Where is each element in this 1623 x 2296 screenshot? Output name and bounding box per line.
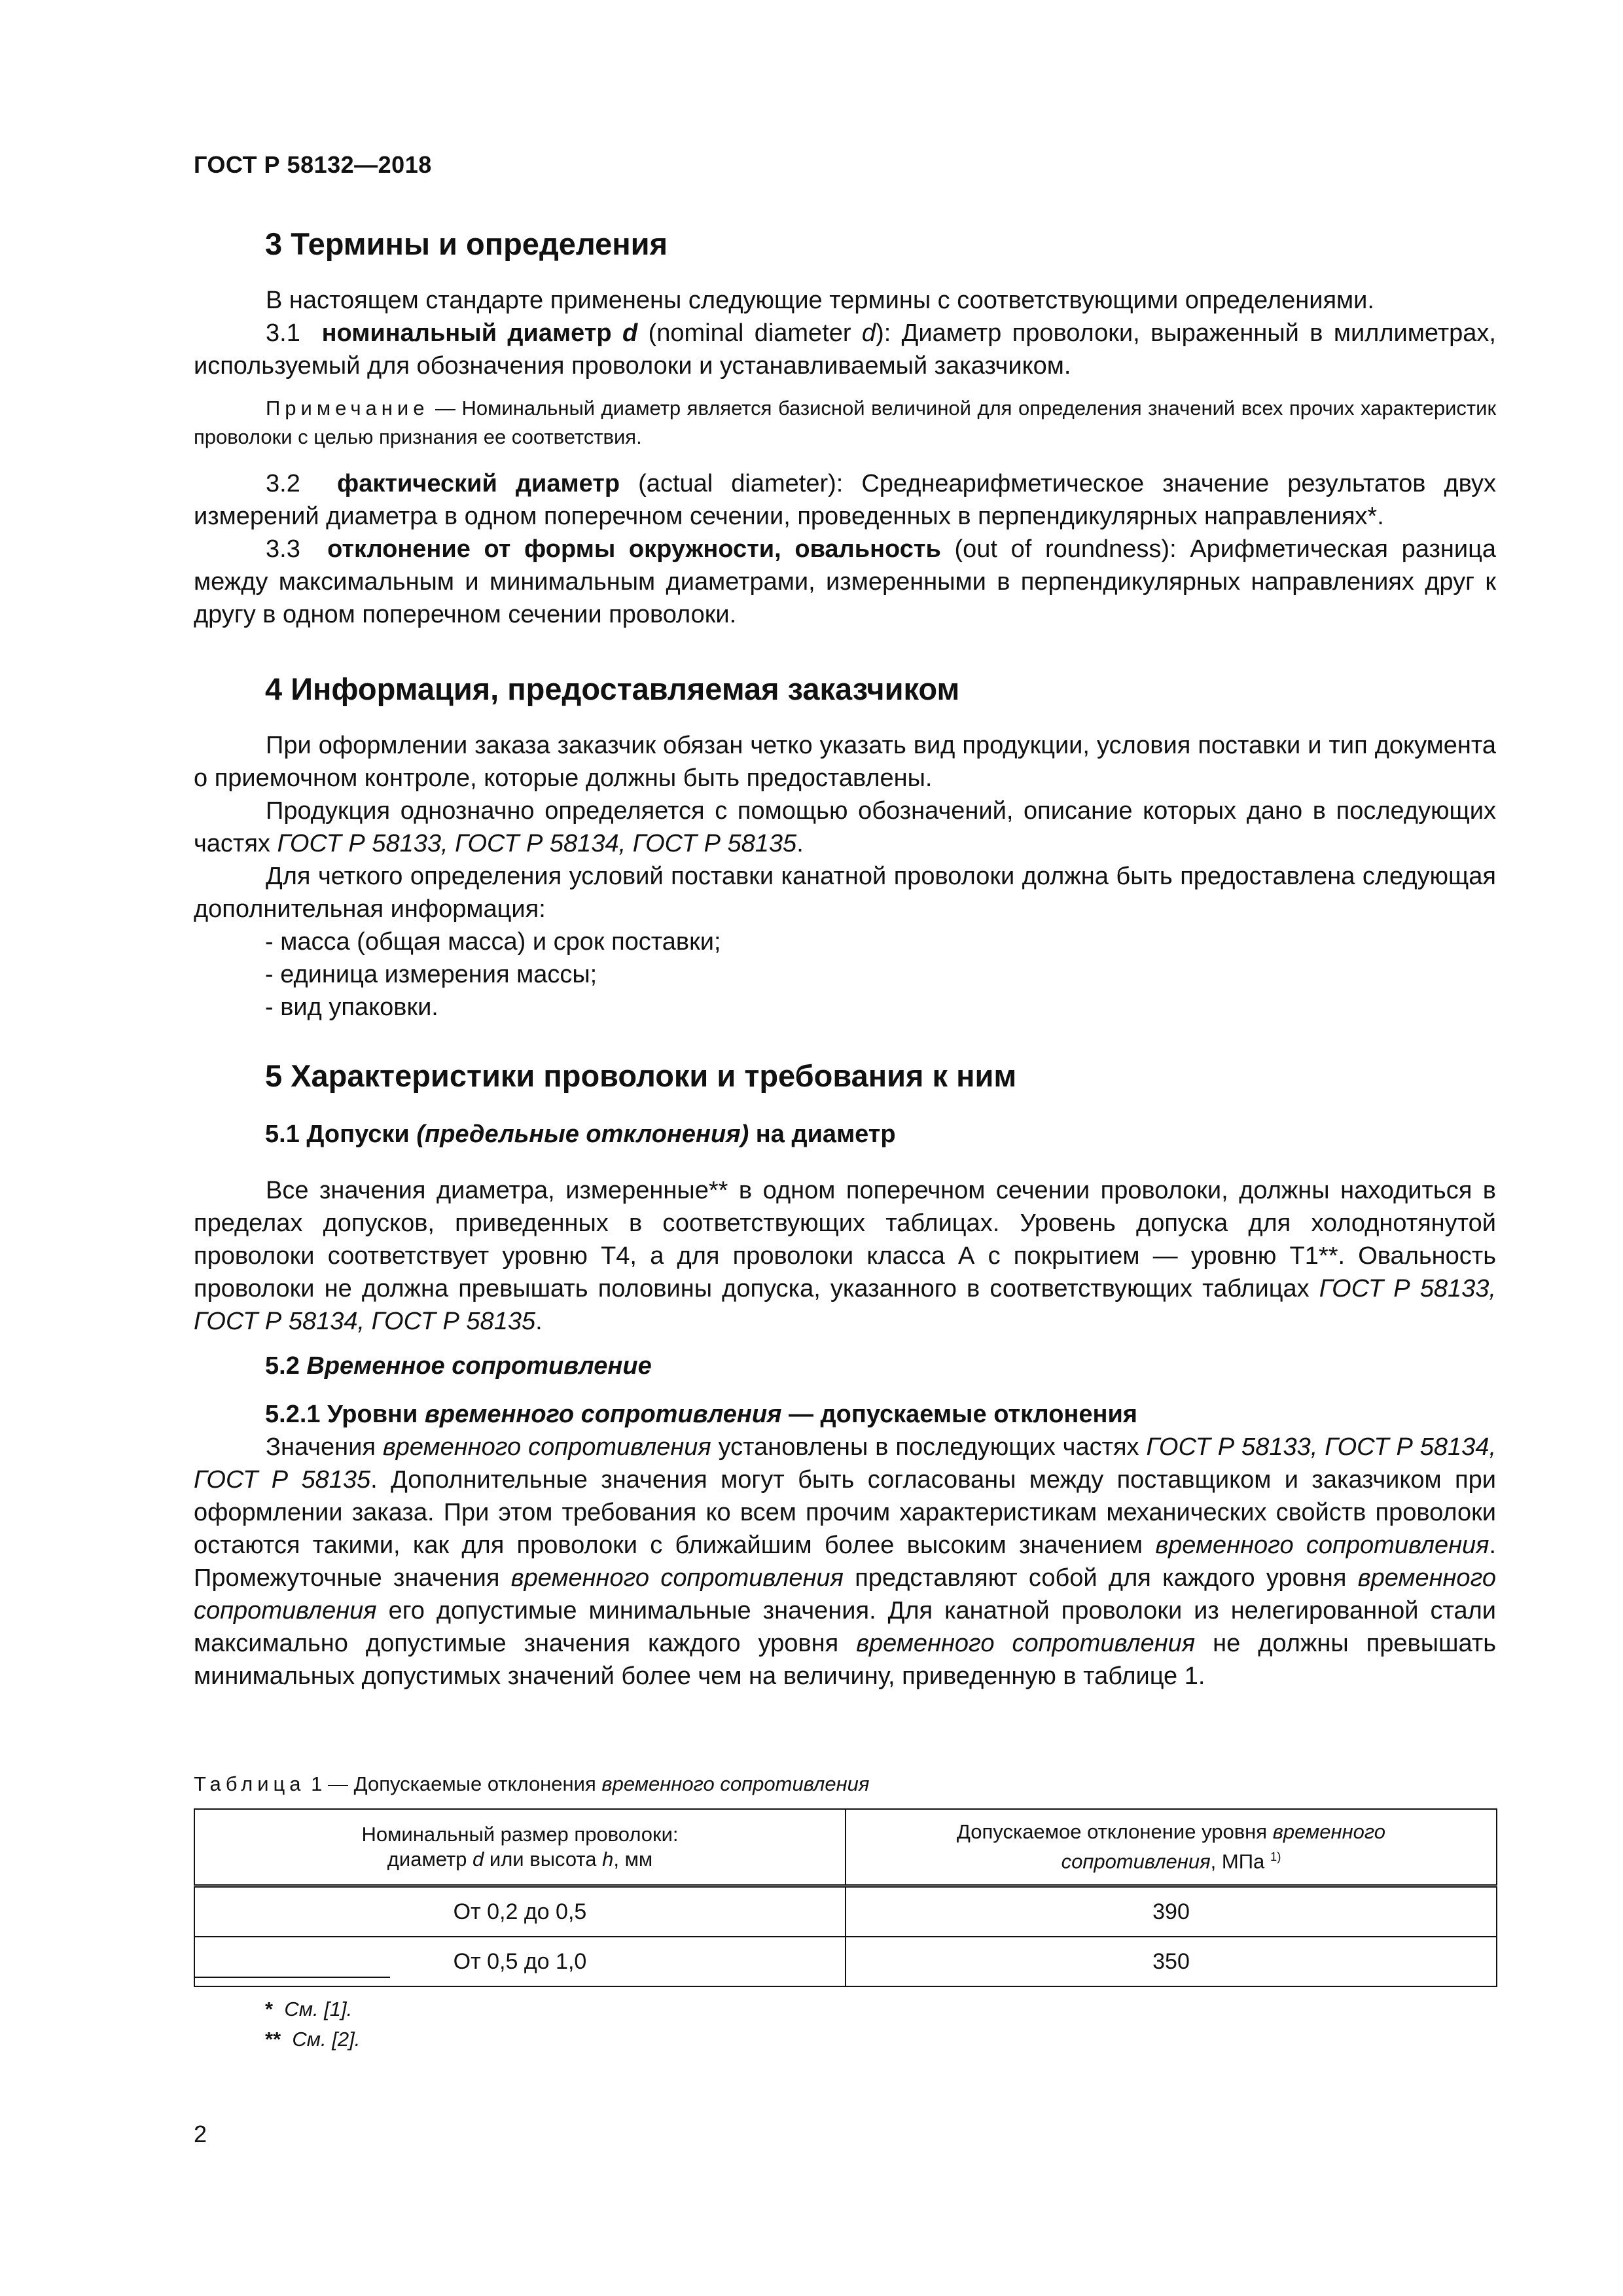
footnote-1-text: См. [1]. xyxy=(284,1998,353,2020)
section-3-title: 3 Термины и определения xyxy=(265,226,668,261)
footnote-1 xyxy=(265,1998,352,2021)
text-run-italic: временного сопротивления xyxy=(194,1564,1497,1624)
subsection-5-2-title xyxy=(265,1352,652,1380)
subsection-5-2-1-text xyxy=(194,1431,1496,1693)
subsection-5-1-refs: ГОСТ Р 58133, ГОСТ Р 58134, ГОСТ Р 58135 xyxy=(194,1275,1496,1335)
table-cell-size: От 0,2 до 0,5 xyxy=(194,1886,846,1937)
note-3-1 xyxy=(194,394,1496,452)
subsection-5-1-body: Все значения диаметра, измеренные** в одном поперечном сечении проволоки, должны находиться в пределах допусков, приведенных в соответствующих таблицах. Уровень допуска для холоднотянутой проволоки соответствует уровню Т4, а для проволоки класса А с покрытием — уровню Т1**. Овальность проволоки не должна превышать половины допуска, указанного в соответствующих таблицах xyxy=(194,1177,1496,1302)
subsection-5-2-1-title-a: 5.2.1 Уровни xyxy=(265,1401,425,1428)
term-3-2-definition: (actual diameter): Среднеарифметическое значение результатов двух измерений диаметра в одном поперечном сечении, проведенных в перпендикулярных направлениях*. xyxy=(194,470,1496,530)
term-3-2-number: 3.2 xyxy=(266,470,300,497)
subsection-5-1-title-b: (предельные отклонения) xyxy=(416,1121,749,1148)
text-run-italic: временного сопротивления xyxy=(382,1433,711,1461)
footnote-2 xyxy=(265,2028,360,2051)
section-3-intro: В настоящем стандарте применены следующие термины с соответствующими определениями. xyxy=(266,287,1374,314)
subsection-5-2-1-title-b: временного сопротивления xyxy=(424,1401,782,1428)
table-row xyxy=(194,1886,1497,1937)
term-3-3-term: отклонение от формы окружности, овальность xyxy=(327,535,941,563)
text-run: установлены в последующих частях xyxy=(711,1433,1147,1461)
section-4-para-3: Для четкого определения условий поставки канатной проволоки должна быть предоставлена следующая дополнительная информация: xyxy=(194,863,1496,923)
text-run-italic: ГОСТ Р 58133, ГОСТ Р 58134, ГОСТ Р 58135 xyxy=(194,1433,1497,1494)
footnote-2-text: См. [2]. xyxy=(292,2028,361,2051)
term-3-1-english: (nominal diameter xyxy=(637,319,862,347)
term-3-3-number: 3.3 xyxy=(266,535,300,563)
table-header-text: диаметр xyxy=(387,1848,473,1871)
subsection-5-1-text xyxy=(194,1174,1496,1338)
term-3-1 xyxy=(194,317,1496,382)
term-3-1-symbol: d xyxy=(622,319,638,347)
table-cell-deviation: 390 xyxy=(846,1886,1497,1937)
table-header-text: , мм xyxy=(613,1848,653,1871)
subsection-5-2-1-title-c: — допускаемые отклонения xyxy=(781,1401,1137,1428)
term-3-2-term: фактический диаметр xyxy=(336,470,620,497)
table-1 xyxy=(194,1808,1497,1987)
table-caption-number: 1 — Допускаемые отклонения xyxy=(305,1772,602,1795)
table-header-footnote-ref: 1) xyxy=(1270,1850,1281,1864)
text-run: не должны превышать минимальных допустимых значений более чем на величину, приведенную в таблице 1. xyxy=(194,1630,1496,1690)
table-header-text: Номинальный размер проволоки: xyxy=(361,1823,679,1846)
footnote-separator xyxy=(194,1977,390,1978)
list-item: - единица измерения массы; xyxy=(265,961,597,988)
subsection-5-2-1-title xyxy=(265,1401,1137,1429)
term-3-1-number: 3.1 xyxy=(266,319,300,347)
table-header-text: , МПа xyxy=(1210,1850,1270,1873)
text-run-italic: временного сопротивления xyxy=(856,1630,1196,1657)
text-run: Значения xyxy=(266,1433,383,1461)
subsection-5-1-title-c: на диаметр xyxy=(749,1121,896,1148)
note-label: Примечание xyxy=(266,397,429,420)
table-header-italic: сопротивления xyxy=(1061,1850,1211,1873)
table-header-deviation xyxy=(846,1809,1497,1886)
table-1-caption xyxy=(194,1772,869,1796)
footnote-1-mark: * xyxy=(265,1998,274,2020)
term-3-1-definition: ): Диаметр проволоки, выраженный в миллиметрах, используемый для обозначения проволоки и устанавливаемый заказчиком. xyxy=(194,319,1496,380)
section-4-para-1: При оформлении заказа заказчик обязан четко указать вид продукции, условия поставки и тип документа о приемочном контроле, которые должны быть предоставлены. xyxy=(194,732,1496,792)
table-header-symbol: h xyxy=(602,1848,614,1871)
text-run: представляют собой для каждого уровня xyxy=(843,1564,1358,1592)
term-3-2 xyxy=(194,467,1496,533)
table-header-size xyxy=(194,1809,846,1886)
text-run-italic: временного сопротивления xyxy=(1155,1532,1489,1559)
term-3-3-definition: (out of roundness): Арифметическая разница между максимальным и минимальным диаметрами, измеренными в перпендикулярных направлениях друг к другу в одном поперечном сечении проволоки. xyxy=(194,535,1496,628)
text-run: его допустимые минимальные значения. Для канатной проволоки из нелегированной стали максимально допустимые значения каждого уровня xyxy=(194,1597,1496,1657)
term-3-1-english-symbol: d xyxy=(861,319,876,347)
text-run: . Дополнительные значения могут быть согласованы между поставщиком и заказчиком при оформлении заказа. При этом требования ко всем прочим характеристикам механических свойств проволоки остаются такими, как для проволоки с ближайшим более высоким значением xyxy=(194,1466,1496,1559)
table-caption-label: Таблица xyxy=(194,1772,306,1795)
list-item: - вид упаковки. xyxy=(265,994,438,1021)
section-4-title: 4 Информация, предоставляемая заказчиком xyxy=(265,672,960,706)
footnote-2-mark: ** xyxy=(265,2028,281,2051)
table-header-italic: временного xyxy=(1272,1820,1386,1844)
section-4-para-2-text: Продукция однозначно определяется с помощью обозначений, описание которых дано в последующих частях xyxy=(194,797,1496,857)
table-cell-size: От 0,5 до 1,0 xyxy=(194,1937,846,1986)
term-3-1-term: номинальный диаметр xyxy=(321,319,612,347)
subsection-5-2-number: 5.2 xyxy=(265,1352,307,1380)
section-5-title: 5 Характеристики проволоки и требования к ним xyxy=(265,1058,1017,1093)
subsection-5-2-text: Временное сопротивление xyxy=(306,1352,652,1380)
section-4-para-2-refs: ГОСТ Р 58133, ГОСТ Р 58134, ГОСТ Р 58135 xyxy=(277,830,797,857)
note-text: — Номинальный диаметр является базисной величиной для определения значений всех прочих характеристик проволоки с целью признания ее соответствия. xyxy=(194,397,1496,448)
text-run: . Промежуточные значения xyxy=(194,1532,1496,1592)
table-header-text: или высота xyxy=(484,1848,603,1871)
table-header-text: Допускаемое отклонение уровня xyxy=(956,1820,1273,1844)
table-caption-italic: временного сопротивления xyxy=(601,1772,870,1795)
list-item: - масса (общая масса) и срок поставки; xyxy=(265,928,721,956)
term-3-3 xyxy=(194,533,1496,631)
section-4-para-2 xyxy=(194,795,1496,860)
document-header: ГОСТ Р 58132—2018 xyxy=(194,151,432,178)
table-header-symbol: d xyxy=(473,1848,484,1871)
section-4-para-2-end: . xyxy=(796,830,804,857)
page-number: 2 xyxy=(194,2121,207,2147)
subsection-5-1-title xyxy=(265,1121,896,1149)
text-run-italic: временного сопротивления xyxy=(510,1564,844,1592)
table-row xyxy=(194,1937,1497,1986)
subsection-5-1-title-a: 5.1 Допуски xyxy=(265,1121,417,1148)
subsection-5-1-end: . xyxy=(535,1308,543,1335)
table-cell-deviation: 350 xyxy=(846,1937,1497,1986)
